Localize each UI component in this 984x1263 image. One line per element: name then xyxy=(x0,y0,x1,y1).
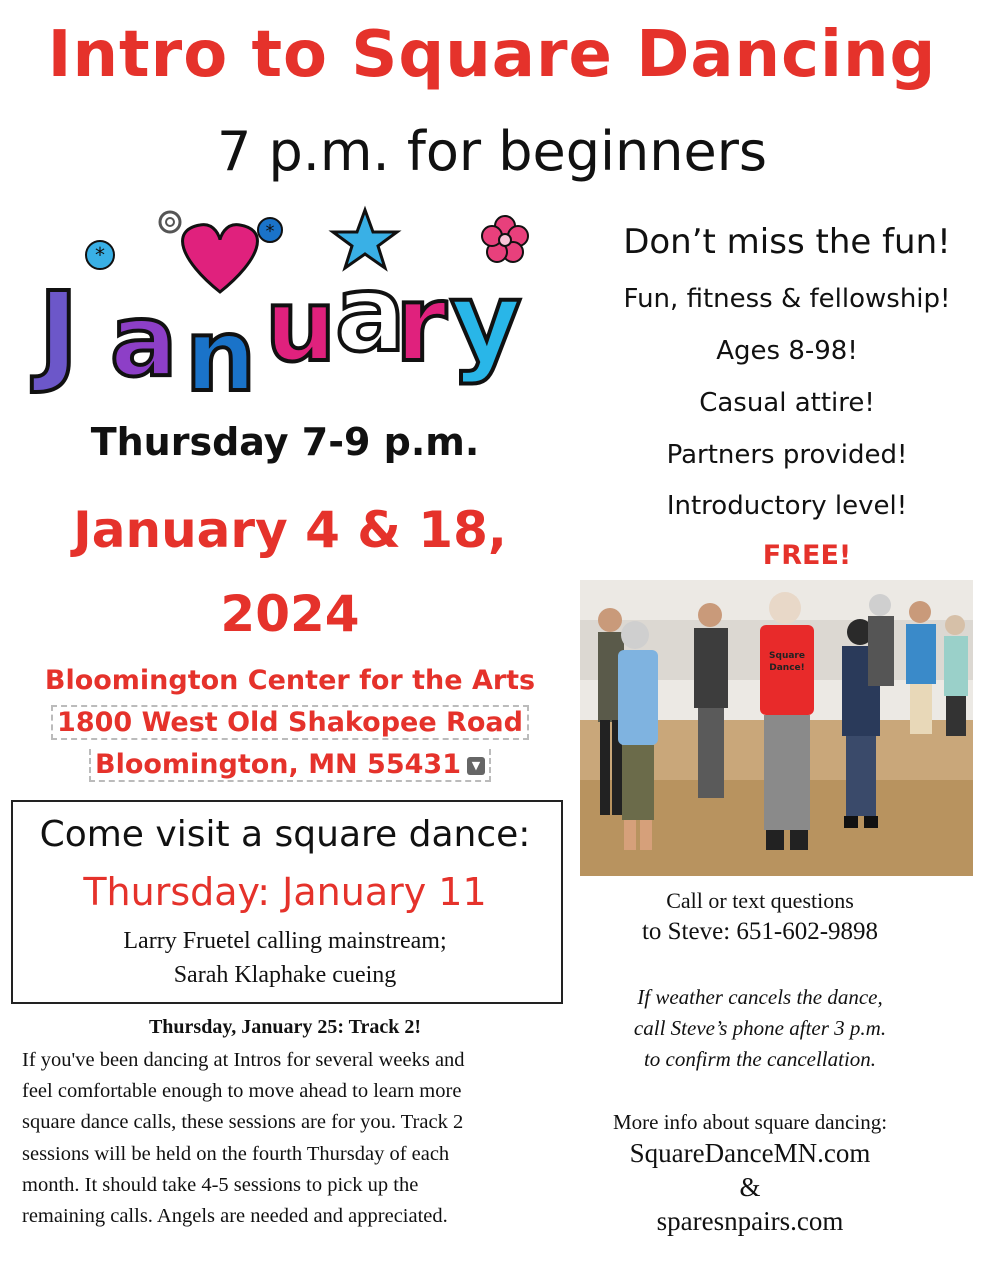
dancer-figure xyxy=(694,603,728,798)
contact-phone[interactable]: to Steve: 651-602-9898 xyxy=(641,918,879,945)
dancer-figure xyxy=(868,594,894,686)
svg-text:y: y xyxy=(450,258,522,386)
svg-text:Dance!: Dance! xyxy=(769,663,805,673)
visit-heading: Come visit a square dance: xyxy=(39,814,531,855)
dancer-figure xyxy=(760,592,814,850)
track2-line: remaining calls. Angels are needed and appreciated. xyxy=(22,1205,448,1228)
svg-text:*: * xyxy=(265,221,275,242)
track2-line: month. It should take 4-5 sessions to pick up the xyxy=(22,1173,419,1196)
visit-cuer: Sarah Klaphake cueing xyxy=(173,962,397,988)
venue-address[interactable] xyxy=(30,660,550,786)
dancer-figure xyxy=(618,621,658,850)
svg-text:J: J xyxy=(38,268,79,396)
heart-icon xyxy=(183,225,258,292)
fun-item: Ages 8-98! xyxy=(716,336,858,366)
svg-text:u: u xyxy=(265,267,337,384)
visit-date: Thursday: January 11 xyxy=(83,870,487,914)
more-info-label: More info about square dancing: xyxy=(612,1110,888,1134)
chevron-down-icon[interactable]: ▼ xyxy=(467,757,485,775)
event-dates xyxy=(0,488,580,656)
venue-street xyxy=(30,702,550,744)
svg-text:Square: Square xyxy=(769,651,805,661)
venue-street-text: 1800 West Old Shakopee Road xyxy=(51,705,529,740)
event-dates-line2: 2024 xyxy=(220,585,360,643)
track2-line: feel comfortable enough to move ahead to learn more xyxy=(22,1080,462,1103)
site-link-sparesnpairs[interactable]: sparesnpairs.com xyxy=(656,1206,844,1236)
free-label: FREE! xyxy=(762,540,852,571)
fun-item: Introductory level! xyxy=(666,491,908,521)
visit-caller: Larry Fruetel calling mainstream; xyxy=(123,928,447,954)
svg-text:a: a xyxy=(335,253,406,375)
spiral-icon xyxy=(160,212,180,232)
svg-text:n: n xyxy=(185,297,257,414)
venue-name: Bloomington Center for the Arts xyxy=(44,665,536,696)
site-link-squaredancemn[interactable]: SquareDanceMN.com xyxy=(629,1138,871,1168)
fun-item: Casual attire! xyxy=(699,388,875,418)
svg-text:*: * xyxy=(95,243,105,267)
track2-line: square dance calls, these sessions are for you. Track 2 xyxy=(22,1111,464,1134)
track2-paragraph xyxy=(22,1045,562,1232)
january-clipart xyxy=(20,200,560,420)
svg-text:a: a xyxy=(110,282,178,399)
venue-city: Bloomington, MN 55431 xyxy=(94,749,461,780)
venue-city-wrap xyxy=(89,749,491,782)
page-title: Intro to Square Dancing xyxy=(47,18,937,92)
page-subtitle: 7 p.m. for beginners xyxy=(216,120,768,183)
weather-line: to confirm the cancellation. xyxy=(643,1047,877,1071)
contact-line1: Call or text questions xyxy=(666,888,854,913)
weather-line: If weather cancels the dance, xyxy=(637,985,883,1009)
event-schedule: Thursday 7-9 p.m. xyxy=(90,420,480,464)
track2-line: If you've been dancing at Intros for several weeks and xyxy=(22,1049,465,1071)
dancers-photo xyxy=(580,580,973,876)
fun-item: Partners provided! xyxy=(666,440,908,470)
ampersand: & xyxy=(739,1172,761,1202)
event-dates-line1: January 4 & 18, xyxy=(73,501,507,559)
track2-line: sessions will be held on the fourth Thursday of each xyxy=(22,1142,450,1165)
weather-line: call Steve’s phone after 3 p.m. xyxy=(633,1016,887,1040)
weather-notice xyxy=(560,982,960,1075)
fun-heading: Don’t miss the fun! xyxy=(623,222,951,262)
svg-text:r: r xyxy=(395,263,447,385)
venue-city-row xyxy=(30,744,550,786)
track2-heading: Thursday, January 25: Track 2! xyxy=(148,1016,422,1038)
flower-icon xyxy=(482,216,528,262)
fun-item: Fun, fitness & fellowship! xyxy=(623,284,951,314)
